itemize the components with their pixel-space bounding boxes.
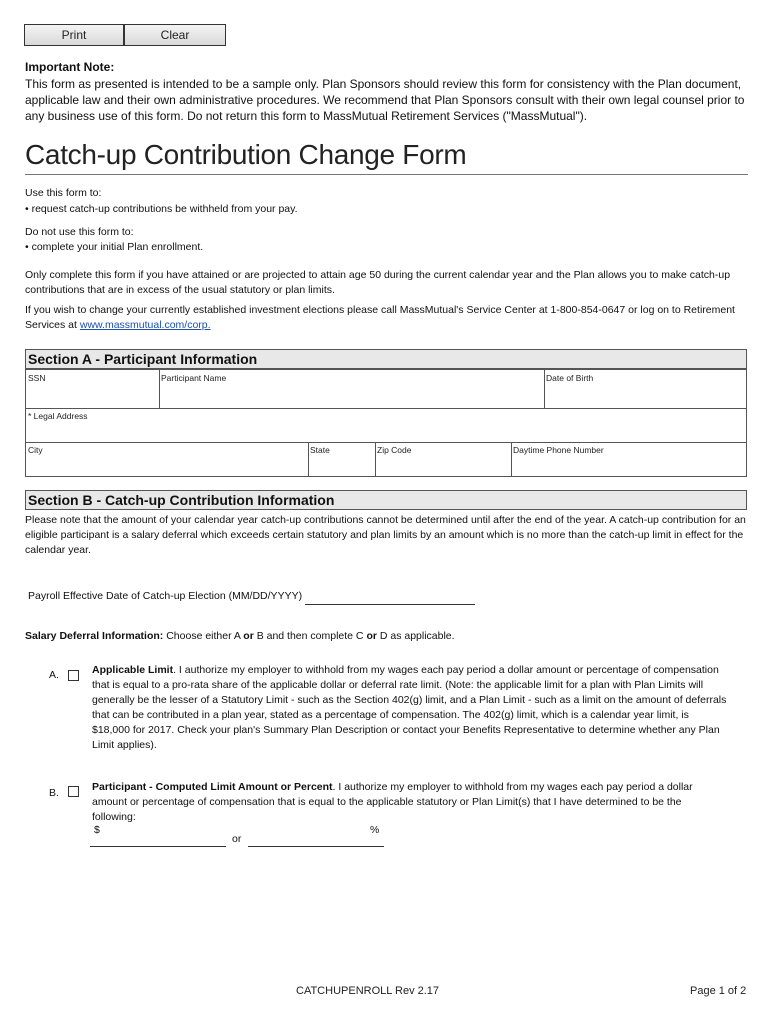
legal-address-field[interactable] xyxy=(26,408,746,442)
option-b-heading: Participant - Computed Limit Amount or Percent xyxy=(92,781,333,793)
option-b-letter: B. xyxy=(49,787,59,799)
participant-info-grid xyxy=(25,369,747,477)
salary-deferral-text-3: D as applicable. xyxy=(376,630,455,642)
important-note-heading: Important Note: xyxy=(25,60,115,74)
participant-name-label: Participant Name xyxy=(161,373,227,383)
dollar-amount-input[interactable] xyxy=(90,846,226,847)
zip-code-field[interactable] xyxy=(375,442,511,476)
section-a-header: Section A - Participant Information xyxy=(25,349,747,369)
option-a-body: . I authorize my employer to withhold from my wages each pay period a dollar amount or percentage of compensation that is equal to a pro-rata share of the applicable dollar or deferral rate limit. (Note: the applicable limit for a plan with Plan Limits will generally be the lesser of a Statutory Limit - such as the Section 402(g) limit, and a Plan Limit - such as a limit on the amount of deferrals that can be contributed in a plan year, stated as a percentage of compensation. The 402(g) limit, which is a calendar year limit, is $18,000 for 2017. Check your plan's Summary Plan Description or contact your Benefits Representative to determine whether any Plan Limit applies). xyxy=(92,664,727,751)
ssn-label: SSN xyxy=(28,373,46,383)
change-elections-text xyxy=(25,303,740,333)
massmutual-link[interactable]: www.massmutual.com/corp. xyxy=(79,319,211,331)
percent-sign: % xyxy=(370,824,380,836)
date-of-birth-label: Date of Birth xyxy=(546,373,594,383)
legal-address-label: * Legal Address xyxy=(28,411,88,421)
ssn-field[interactable] xyxy=(26,370,159,408)
salary-deferral-text-2: B and then complete C xyxy=(253,630,367,642)
daytime-phone-field[interactable] xyxy=(511,442,746,476)
state-field[interactable] xyxy=(308,442,375,476)
option-b-checkbox[interactable] xyxy=(68,786,79,797)
date-of-birth-field[interactable] xyxy=(544,370,746,408)
salary-deferral-info xyxy=(25,629,455,644)
catch-up-note: Please note that the amount of your calendar year catch-up contributions cannot be determined until after the end of the year. A catch-up contribution for an eligible participant is a salary deferral which exceeds certain statutory and plan limits by an amount which is no more than the catch-up limit in effect for the calendar year. xyxy=(25,514,746,556)
use-item: • request catch-up contributions be withheld from your pay. xyxy=(25,203,298,215)
daytime-phone-label: Daytime Phone Number xyxy=(513,445,604,455)
dollar-sign: $ xyxy=(94,824,100,836)
option-a-heading: Applicable Limit xyxy=(92,664,174,676)
payroll-effective-date-label: Payroll Effective Date of Catch-up Election (MM/DD/YYYY) xyxy=(28,590,303,602)
salary-deferral-label: Salary Deferral Information: xyxy=(25,630,164,642)
change-elections-body: If you wish to change your currently established investment elections please call MassMutual's Service Center at 1-800-854-0647 or log on to Retirement Services at xyxy=(25,304,735,331)
option-b-text xyxy=(92,780,727,825)
notuse-heading: Do not use this form to: xyxy=(25,226,134,238)
zip-code-label: Zip Code xyxy=(377,445,412,455)
city-label: City xyxy=(28,445,43,455)
print-button[interactable]: Print xyxy=(24,24,124,46)
title-divider xyxy=(25,174,748,175)
form-title: Catch-up Contribution Change Form xyxy=(25,139,467,170)
option-a-text xyxy=(92,663,727,753)
state-label: State xyxy=(310,445,330,455)
notuse-item: • complete your initial Plan enrollment. xyxy=(25,241,204,253)
salary-deferral-or-2: or xyxy=(366,630,377,642)
option-a-letter: A. xyxy=(49,669,59,681)
or-text: or xyxy=(232,833,242,845)
page-number: Page 1 of 2 xyxy=(690,985,747,997)
salary-deferral-text-1: Choose either A xyxy=(163,630,244,642)
participant-name-field[interactable] xyxy=(159,370,544,408)
salary-deferral-or-1: or xyxy=(243,630,254,642)
city-field[interactable] xyxy=(26,442,308,476)
important-note-body: This form as presented is intended to be a sample only. Plan Sponsors should review this form for consistency with the Plan document, applicable law and their own administrative procedures. We recommend that Plan Sponsors consult with their own legal counsel prior to any business use of this form. Do not return this form to MassMutual Retirement Services ("MassMutual"). xyxy=(25,77,745,123)
eligibility-text: Only complete this form if you have attained or are projected to attain age 50 during the current calendar year and the Plan allows you to make catch-up contributions that are in excess of the usual statutory or plan limits. xyxy=(25,269,731,296)
section-b-header: Section B - Catch-up Contribution Information xyxy=(25,490,747,510)
option-b-body: . I authorize my employer to withhold from my wages each pay period a dollar amount or percentage of compensation that is equal to the applicable statutory or Plan Limit(s) that I have determined to be the following: xyxy=(92,781,693,823)
clear-button[interactable]: Clear xyxy=(124,24,226,46)
use-heading: Use this form to: xyxy=(25,187,102,199)
percent-input[interactable] xyxy=(248,846,384,847)
option-a-checkbox[interactable] xyxy=(68,670,79,681)
payroll-effective-date-input[interactable] xyxy=(305,604,475,605)
form-id: CATCHUPENROLL Rev 2.17 xyxy=(296,985,440,997)
